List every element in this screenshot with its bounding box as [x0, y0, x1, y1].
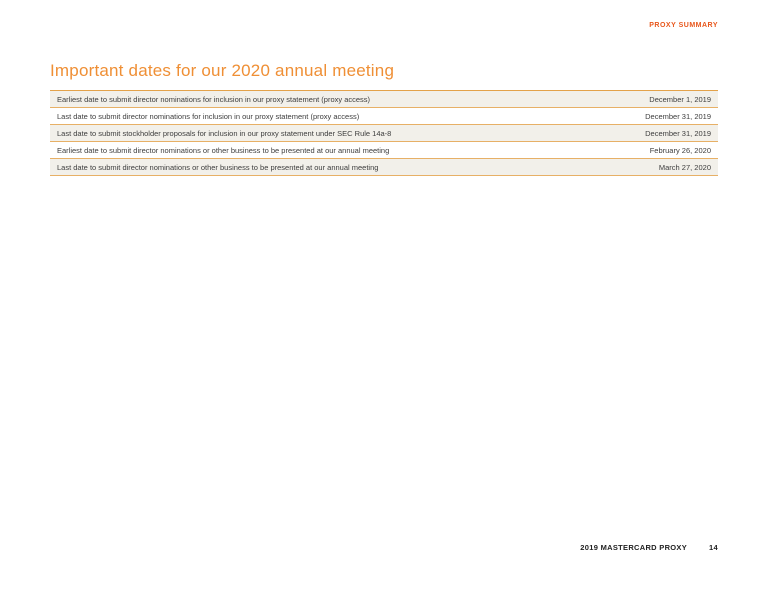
footer-page-number: 14: [709, 543, 718, 552]
table-row: [50, 108, 718, 125]
row-date: February 26, 2020: [649, 145, 711, 155]
row-date: December 1, 2019: [649, 94, 711, 104]
row-date: December 31, 2019: [645, 111, 711, 121]
row-label: Last date to submit director nominations or other business to be presented at our annual meeting: [57, 162, 379, 172]
row-date: March 27, 2020: [658, 162, 711, 172]
row-label: Earliest date to submit director nominations for inclusion in our proxy statement (proxy access): [57, 94, 371, 104]
row-date: December 31, 2019: [645, 128, 711, 138]
table-row: [50, 125, 718, 142]
table-row: [50, 91, 718, 108]
important-dates-table: [50, 90, 718, 176]
section-label: PROXY SUMMARY: [649, 22, 718, 29]
row-label: Last date to submit director nominations for inclusion in our proxy statement (proxy access): [57, 111, 360, 121]
row-label: Last date to submit stockholder proposals for inclusion in our proxy statement under SEC Rule 14a-8: [57, 128, 392, 138]
row-label: Earliest date to submit director nominations or other business to be presented at our annual meeting: [57, 145, 390, 155]
footer-doc-label: 2019 MASTERCARD PROXY: [580, 543, 688, 552]
page-footer: [580, 543, 718, 552]
table-row: [50, 142, 718, 159]
page-title: Important dates for our 2020 annual meeting: [50, 61, 395, 81]
table-row: [50, 159, 718, 176]
